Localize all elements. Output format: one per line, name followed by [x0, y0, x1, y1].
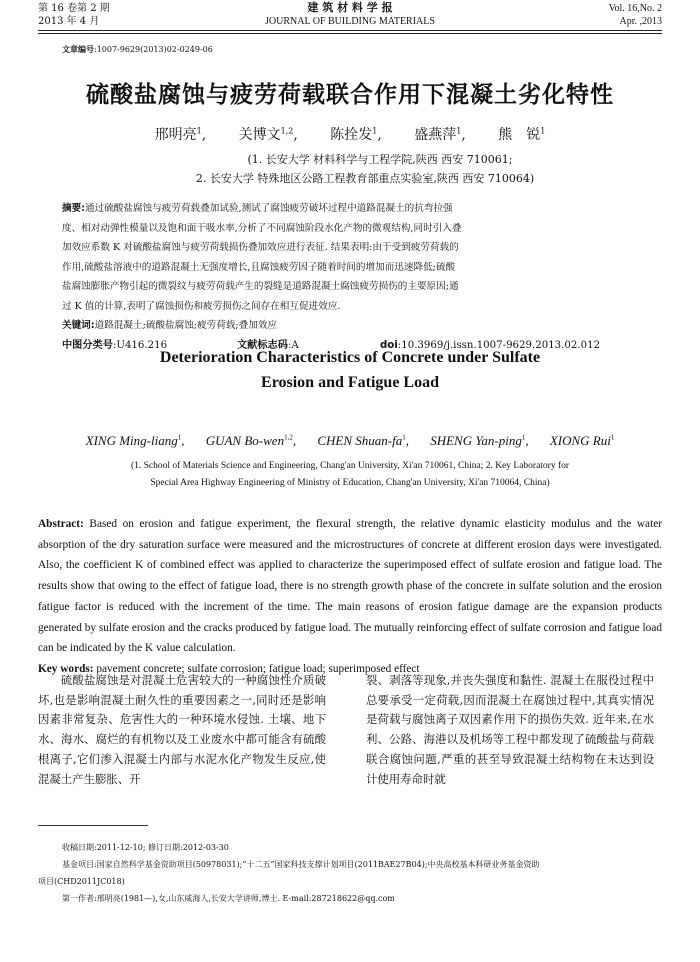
keywords-en-label: Key words: [38, 662, 94, 675]
abstract-en-text: Based on erosion and fatigue experiment, the flexural strength, the relative dynamic elasticity modulus and the water absorption of the dry saturation surface were measured and the microstructures of concrete at different erosion days were investigated. Also, the coefficient K of combined effect was applied to characterize the superimposed effect of sulfate erosion and fatigue load. The results show that owing to the effect of fatigue load, there is no strength growth phase of the concrete in sulfate solution and the erosion fatigue factor is reduced with the increment of the time. The main reasons of erosion fatigue damage are the expansion products generated by sulfate erosion and the cracks produced by fatigue load. The mutually reinforcing effect of sulfate corrosion and fatigue load can be indicated by the K value calculation. [38, 518, 662, 655]
keywords-cn: 道路混凝土;硫酸盐腐蚀;疲劳荷载;叠加效应 [94, 320, 278, 331]
abstract-cn-line: 通过硫酸盐腐蚀与疲劳荷载叠加试验,测试了腐蚀疲劳破坏过程中道路混凝土的抗弯拉强 [85, 203, 453, 214]
author-list-en [0, 433, 700, 449]
author-en: CHEN Shuan-$fa^1$, [317, 433, 409, 448]
body-paragraph: 裂、剥落等现象,并丧失强度和黏性. 混凝土在服役过程中总要承受一定荷载,因而混凝土在腐蚀过程中,其真实情况是荷载与腐蚀离子双因素作用下的损伤失效. 近年来,在水利、公路、海港以及机场等工程中都发现了硫酸盐与荷载联合腐蚀问题,严重的甚至导致混凝土结构物在未达到设计使用寿命时就 [366, 673, 654, 786]
clc-value: :U416.216 [112, 339, 168, 351]
abstract-cn-line: 度、相对动弹性模量以及饱和面干吸水率,分析了不同腐蚀阶段水化产物的微观结构,同时引入叠 [62, 222, 462, 234]
abstract-cn-line: 作用,硫酸盐溶液中的道路混凝土无强度增长,且腐蚀疲劳因子随着时间的增加而迅速降低;硫酸 [62, 261, 456, 273]
article-number-label: 文章编号 [62, 44, 94, 54]
paper-title-en-line1: Deterioration Characteristics of Concrete under Sulfate [159, 349, 541, 366]
header-date: 2013 年 4 月 [38, 16, 100, 27]
affiliation-cn-2: 2. 长安大学 特殊地区公路工程教育部重点实验室,陕西 西安 710064) [195, 172, 535, 185]
affiliation-en-1: (1. School of Materials Science and Engineering, Chang'an University, Xi'an 710061, China; 2. Key Laboratory for [130, 461, 570, 471]
footnote-author-bio: 第一作者:邢明亮(1981—),女,山东威海人,长安大学讲师,博士. E-mail:287218622@qq.com [62, 894, 395, 903]
article-number-value: :1007-9629(2013)02-0249-06 [94, 45, 213, 54]
header-rule [38, 30, 662, 31]
author-cn: 陈拴发$^1$, [330, 126, 382, 143]
abstract-en [38, 514, 662, 680]
header-volume: 第 16 卷第 2 期 [38, 3, 110, 14]
affiliation-cn-1: (1. 长安大学 材料科学与工程学院,陕西 西安 710061; [247, 153, 513, 166]
paper-title-cn: 硫酸盐腐蚀与疲劳荷载联合作用下混凝土劣化特性 [86, 82, 614, 108]
author-en: GUAN Bo-wen$^{1,2}$, [205, 433, 297, 448]
abstract-cn-label: 摘要: [62, 203, 86, 214]
journal-name-en: JOURNAL OF BUILDING MATERIALS [265, 16, 435, 27]
keywords-cn-label: 关键词: [62, 320, 95, 331]
footnote-funding: 基金项目:国家自然科学基金资助项目(50978031);“十二五”国家科技支撑计划项目(2011BAE27B04);中央高校基本科研业务基金资助 [62, 860, 540, 869]
footnote-funding-cont: 项目(CHD2011JC018) [38, 877, 125, 886]
author-cn: 邢明亮$^1$, [154, 126, 207, 143]
footnote-dates: 收稿日期:2011-12-10; 修订日期:2012-03-30 [62, 843, 229, 852]
paper-title-en-line2: Erosion and Fatigue Load [261, 374, 439, 391]
author-en: XIONG Rui$^1$ [549, 433, 615, 448]
doc-code-value: :A [287, 339, 299, 351]
abstract-cn-line: 过 K 值的计算,表明了腐蚀损伤和疲劳损伤之间存在相互促进效应. [62, 300, 341, 312]
body-column-right [366, 671, 654, 789]
doc-code-label: 文献标志码 [237, 339, 288, 351]
paper-title-en [0, 345, 700, 395]
affiliation-en [45, 458, 655, 492]
abstract-cn [62, 199, 638, 355]
author-cn: 盛燕萍$^1$, [414, 126, 466, 143]
header-volume-en: Vol. 16,No. 2 [608, 3, 662, 14]
body-paragraph: 硫酸盐腐蚀是对混凝土危害较大的一种腐蚀性介质破坏,也是影响混凝土耐久性的重要因素之一,同时还是影响因素非常复杂、危害性大的一种环境水侵蚀. 土壤、地下水、海水、腐烂的有机物以及工业废水中都可能含有硫酸根离子,它们渗入混凝土内部与水泥水化产物发生反应,使混凝土产生膨胀、开 [38, 673, 326, 786]
body-column-left [38, 671, 326, 789]
header-rule-thin [38, 33, 662, 34]
article-number [62, 44, 213, 55]
abstract-cn-line: 加效应系数 K 对硫酸盐腐蚀与疲劳荷载损伤叠加效应进行表征. 结果表明:由于受到疲劳荷载的 [62, 242, 459, 253]
keywords-en: pavement concrete; sulfate corrosion; fatigue load; superimposed effect [96, 662, 420, 675]
header-date-en: Apr. ,2013 [619, 16, 662, 27]
author-list-cn [0, 124, 700, 144]
author-cn: 熊 锐$^1$ [498, 126, 546, 143]
abstract-cn-line: 盐腐蚀膨胀产物引起的微裂纹与疲劳荷载产生的裂缝是道路混凝土腐蚀疲劳损伤的主要原因;通 [62, 281, 459, 292]
author-en: XING Ming-liang$^1$, [85, 433, 185, 448]
footnote-rule [38, 825, 148, 826]
abstract-en-label: Abstract: [38, 518, 84, 530]
author-en: SHENG Yan-ping$^1$, [430, 433, 529, 448]
journal-name-cn: 建 筑 材 料 学 报 [307, 1, 393, 14]
doi-value: :10.3969/j.issn.1007-9629.2013.02.012 [397, 339, 601, 351]
clc-label: 中图分类号 [62, 339, 113, 351]
affiliation-en-2: Special Area Highway Engineering of Ministry of Education, Chang'an University, Xi'an 710064, China) [150, 478, 550, 488]
doi-label: doi [380, 339, 398, 351]
author-cn: 关博文$^{1,2}$, [238, 126, 298, 143]
